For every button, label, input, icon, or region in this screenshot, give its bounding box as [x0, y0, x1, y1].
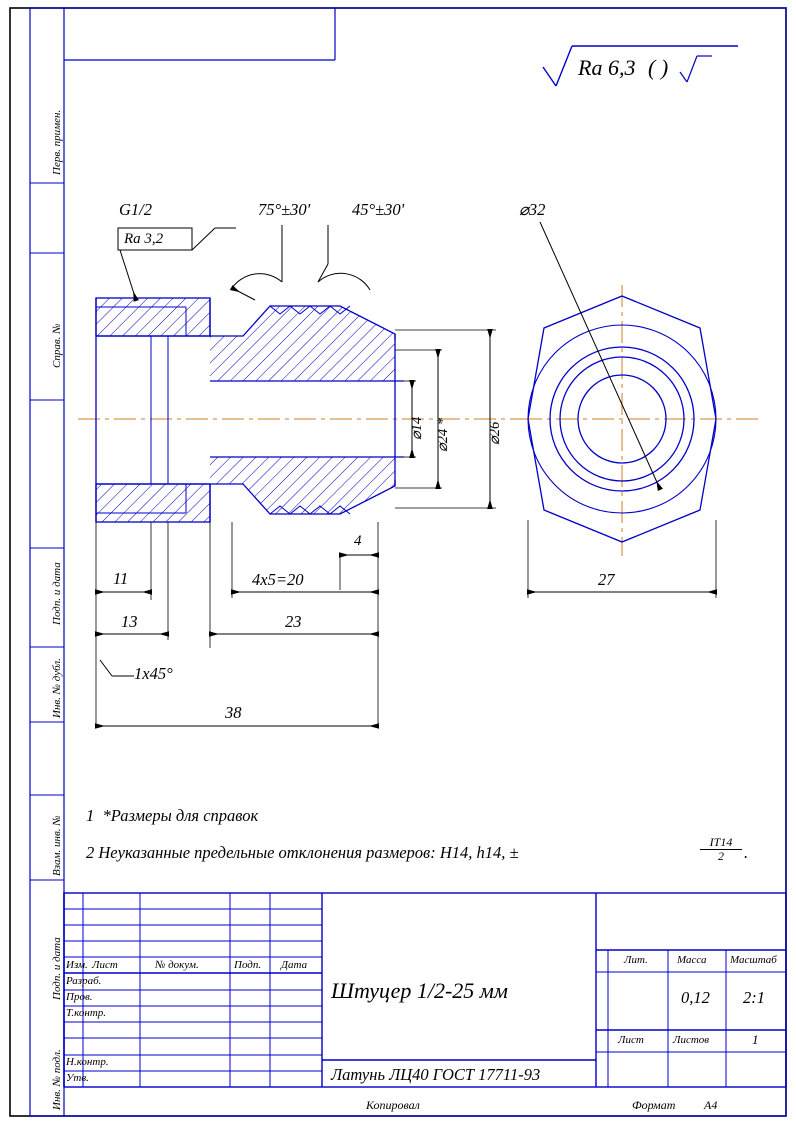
th-izm: Изм. [66, 959, 88, 971]
lit-label: Лит. [624, 954, 648, 966]
dim-23: 23 [285, 612, 302, 631]
dim-chamfer: 1x45° [134, 664, 173, 683]
note-2-fraction [700, 836, 742, 862]
label-thread: G1/2 [119, 200, 152, 219]
margin-label-6: Инв. № подл. [51, 1049, 63, 1110]
sheets-label: Листов [673, 1034, 710, 1046]
role-nkontr: Н.контр. [66, 1056, 109, 1068]
sheet-label: Лист [618, 1034, 644, 1046]
fraction-denominator: 2 [718, 848, 724, 863]
dim-38: 38 [225, 703, 242, 722]
part-name: Штуцер 1/2-25 мм [331, 978, 508, 1003]
format-value: A4 [704, 1098, 718, 1112]
label-angle2: 45°±30' [352, 200, 405, 219]
dim-13: 13 [121, 612, 138, 631]
scale-label: Масштаб [730, 954, 777, 966]
label-ra32: Ra 3,2 [124, 231, 164, 247]
th-podp: Подп. [234, 959, 262, 971]
margin-label-1: Справ. № [51, 323, 63, 368]
margin-label-2: Подп. и дата [51, 562, 63, 625]
copied-label: Копировал [366, 1098, 420, 1112]
margin-label-4: Взам. инв. № [51, 815, 63, 876]
label-angle1: 75°±30' [258, 200, 311, 219]
fraction-numerator: IT14 [709, 835, 733, 849]
dim-11: 11 [113, 569, 129, 588]
role-tkontr: Т.контр. [66, 1007, 107, 1019]
note-1: 1 *Размеры для справок [86, 806, 259, 825]
scale-value: 2:1 [743, 988, 765, 1007]
role-utv: Утв. [66, 1072, 89, 1084]
sheets-value: 1 [752, 1032, 759, 1047]
format-label: Формат [632, 1098, 676, 1112]
dim-4: 4 [354, 533, 362, 549]
th-docnum: № докум. [155, 959, 199, 971]
dim-27: 27 [598, 570, 615, 589]
label-diameter-14: ⌀14 [409, 416, 425, 440]
surface-finish-suffix: ( ) [648, 55, 669, 80]
mass-value: 0,12 [681, 988, 710, 1007]
label-diameter-26: ⌀26 [487, 421, 503, 445]
th-list: Лист [92, 959, 118, 971]
material-text: Латунь ЛЦ40 ГОСТ 17711-93 [331, 1065, 541, 1084]
note-2: 2 Неуказанные предельные отклонения размеров: H14, h14, ± [86, 843, 519, 862]
note-2-tail: . [744, 843, 749, 862]
mass-label: Масса [677, 954, 707, 966]
margin-label-0: Перв. примен. [51, 109, 63, 175]
dim-pitch: 4x5=20 [252, 570, 304, 589]
label-diameter-32: ⌀32 [519, 200, 546, 219]
role-prov: Пров. [66, 991, 93, 1003]
label-diameter-24: ⌀24 * [435, 417, 451, 452]
th-data: Дата [281, 959, 308, 971]
margin-label-3: Инв. № дубл. [51, 658, 63, 718]
surface-finish-text: Ra 6,3 [578, 55, 636, 80]
margin-label-5: Подп. и дата [51, 937, 63, 1000]
role-razrab: Разраб. [66, 975, 102, 987]
